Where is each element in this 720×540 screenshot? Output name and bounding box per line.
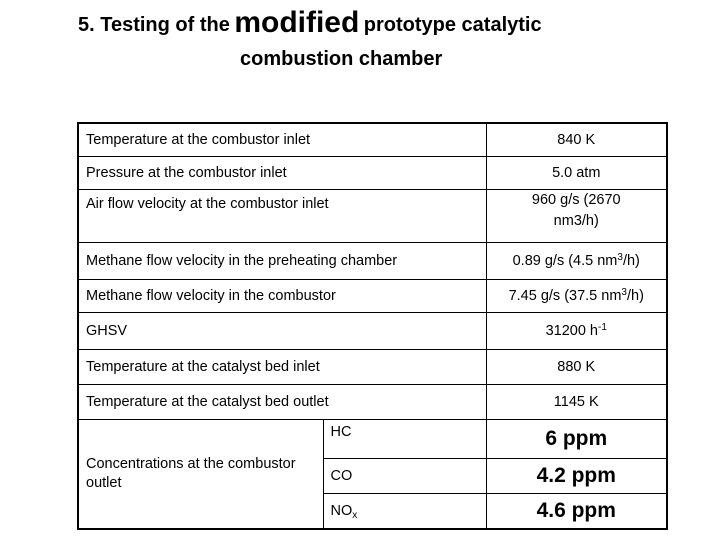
table-row [78, 123, 667, 157]
title-suffix: prototype catalytic [363, 14, 542, 36]
param-label: Temperature at the combustor inlet [78, 123, 486, 157]
param-label: Temperature at the catalyst bed outlet [78, 385, 486, 420]
param-value [486, 280, 667, 313]
species-name [323, 494, 486, 530]
param-label: GHSV [78, 313, 486, 350]
species-name-sub: x [352, 510, 358, 521]
table-row [78, 350, 667, 385]
slide-title [0, 0, 720, 80]
table-row [78, 190, 667, 243]
table-row [78, 243, 667, 280]
title-prefix: 5. Testing of the [78, 14, 230, 36]
param-label: Methane flow velocity in the preheating chamber [78, 243, 486, 280]
param-value-sup: 3 [617, 252, 623, 263]
table-row [78, 420, 667, 459]
param-label: Pressure at the combustor inlet [78, 157, 486, 190]
param-value: 880 K [486, 350, 667, 385]
param-label: Temperature at the catalyst bed inlet [78, 350, 486, 385]
param-value: 840 K [486, 123, 667, 157]
table-row [78, 157, 667, 190]
param-value [486, 190, 667, 243]
param-value [486, 243, 667, 280]
test-parameters-table [77, 122, 668, 530]
param-value-part: 0.89 g/s (4.5 nm [512, 253, 618, 269]
param-value-part: /h) [622, 253, 640, 269]
species-value: 4.2 ppm [486, 459, 667, 494]
param-value-part: nm3/h) [553, 213, 599, 229]
param-label: Methane flow velocity in the combustor [78, 280, 486, 313]
table-row [78, 385, 667, 420]
param-value-part: /h) [626, 288, 644, 304]
title-line-2: combustion chamber [240, 48, 443, 70]
param-label: Air flow velocity at the combustor inlet [78, 190, 486, 243]
param-value [486, 313, 667, 350]
species-name-base: NO [330, 503, 353, 519]
param-value-sup: -1 [598, 322, 607, 333]
title-emphasis: modified [234, 6, 360, 39]
param-value-part: 31200 h [545, 323, 598, 339]
param-value-part: 960 g/s (2670 [531, 192, 621, 208]
table-row [78, 313, 667, 350]
species-value: 6 ppm [486, 420, 667, 459]
species-name: HC [323, 420, 486, 459]
param-value: 5.0 atm [486, 157, 667, 190]
concentrations-label: Concentrations at the combustor outlet [78, 420, 323, 530]
species-name: CO [323, 459, 486, 494]
param-value: 1145 K [486, 385, 667, 420]
param-value-sup: 3 [621, 287, 627, 298]
title-line-1 [78, 6, 542, 40]
param-value-part: 7.45 g/s (37.5 nm [508, 288, 622, 304]
table-row [78, 280, 667, 313]
species-value: 4.6 ppm [486, 494, 667, 530]
